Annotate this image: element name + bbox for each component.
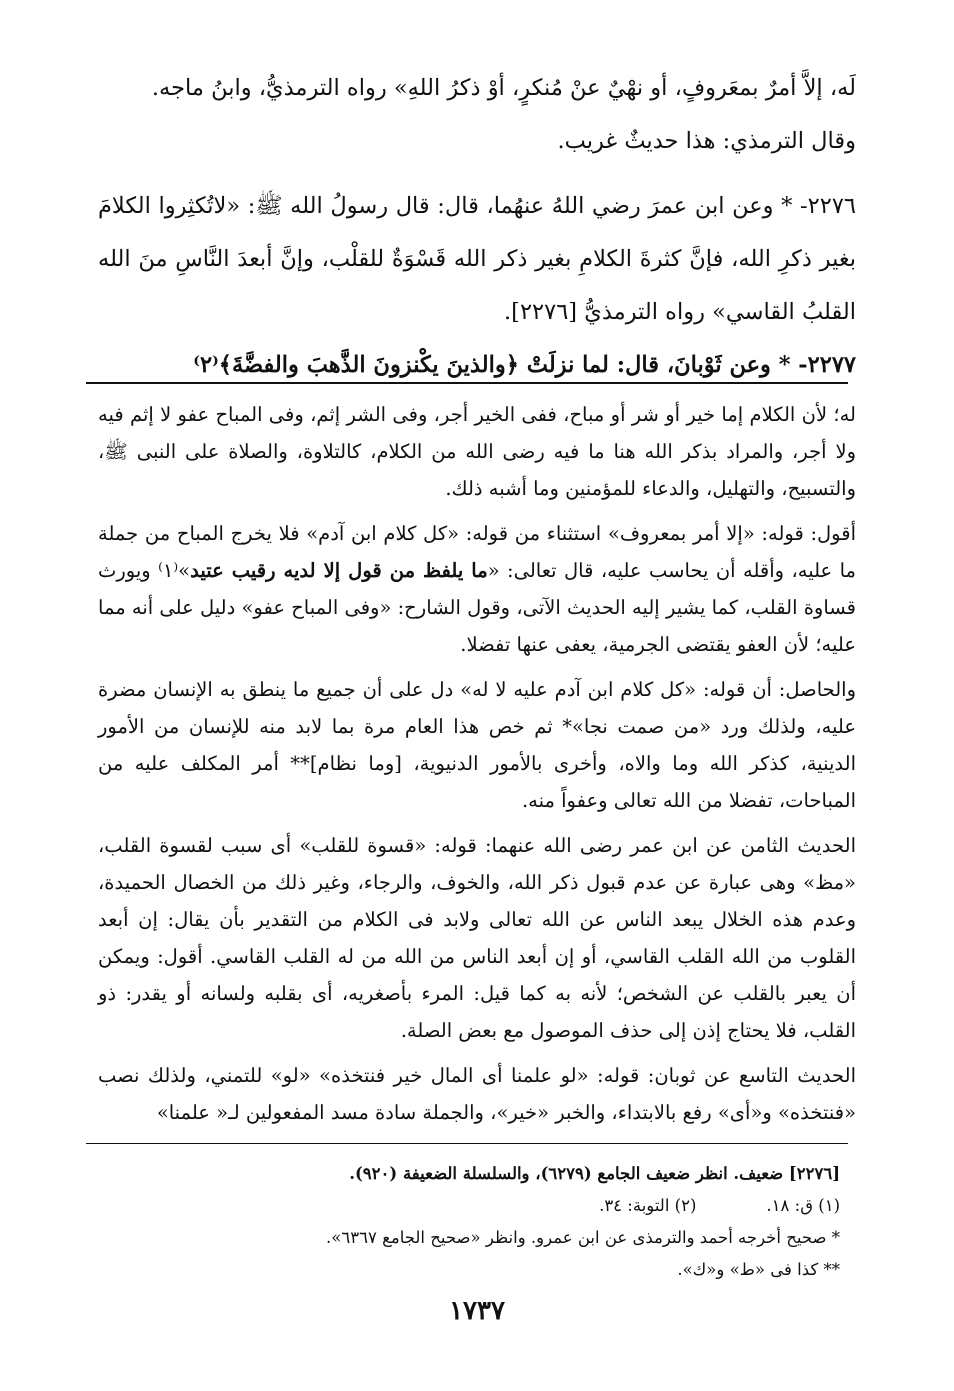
hadith-text	[98, 62, 856, 392]
footnote-grading: [٢٢٧٦] ضعيف. انظر ضعيف الجامع (٦٢٧٩)، والسلسلة الضعيفة (٩٢٠).	[349, 1164, 840, 1183]
page-number: ١٧٣٧	[449, 1296, 505, 1326]
commentary-paragraph: الحديث التاسع عن ثوبان: قوله: «لو علمنا أى المال خير فنتخذه» «لو» للتمني، ولذلك نصب «فنتخذه» و«أى» رفع بالابتداء، والخبر «خير»، والجملة سادة مسد المفعولين لـ« علمنا»	[98, 1064, 856, 1124]
tirmidhi-remark: وقال الترمذي: هذا حديثٌ غريب.	[557, 128, 856, 154]
footnote-double-star: ** كذا فى «ط» و«ك».	[677, 1260, 840, 1279]
footnotes	[100, 1158, 840, 1286]
footnote-2: (٢) التوبة: ٣٤.	[599, 1196, 697, 1215]
hadith-2276: ٢٢٧٦- * وعن ابن عمرَ رضي اللهُ عنهُما، قال: قال رسولُ الله ﷺ: «لاتُكثِروا الكلامَ بغير ذكرِ الله، فإنَّ كثرةَ الكلامِ بغير ذكر الله قَسْوَةٌ للقلْب، وإنَّ أبعدَ النَّاسِ منَ الله القلبُ القاسي» رواه الترمذيُّ [٢٢٧٦].	[98, 193, 856, 325]
hadith-2277-start: ٢٢٧٧- * وعن ثَوْبانَ، قال: لما نزلَتْ ﴿والذينَ يكْنزونَ الذَّهبَ والفضَّةَ﴾⁽٢⁾	[193, 352, 856, 378]
commentary-paragraph: والحاصل: أن قوله: «كل كلام ابن آدم عليه لا له» دل على أن جميع ما ينطق به الإنسان مضرة عليه، ولذلك ورد «من صمت نجا»* ثم خص هذا العام مرة بما لابد منه للإنسان من الأمور الدينية، كذكر الله وما والاه، وأخرى بالأمور الدنيوية، [وما نظام]** أمر المكلف عليه من المباحات، تفضلا من الله تعالى وعفواً منه.	[98, 678, 856, 812]
footnote-divider	[86, 1143, 848, 1144]
footnote-1: (١) ق: ١٨.	[766, 1196, 840, 1215]
commentary-text: أقول: قوله: «إلا أمر بمعروف» استثناء من قوله: «كل كلام ابن آدم» فلا يخرج المباح من جملة ما عليه، وأقله أن يحاسب عليه، قال تعالى: «	[98, 522, 856, 582]
commentary-section	[98, 396, 856, 1139]
footnote-references	[100, 1190, 840, 1222]
footnote-star: * صحيح أخرجه أحمد والترمذى عن ابن عمرو. وانظر «صحيح الجامع ٦٣٦٧».	[326, 1228, 840, 1247]
commentary-paragraph: له؛ لأن الكلام إما خير أو شر أو مباح، ففى الخير أجر، وفى الشر إثم، وفى المباح عفو لا إثم فيه ولا أجر، والمراد بذكر الله هنا ما فيه رضى الله من الكلام، كالتلاوة، والصلاة على النبى ﷺ، والتسبيح، والتهليل، والدعاء للمؤمنين وما أشبه ذلك.	[98, 403, 856, 500]
commentary-paragraph	[98, 515, 856, 663]
commentary-text: »⁽١⁾ ويورث قساوة القلب، كما يشير إليه الحديث الآتى، وقول الشارح: «وفى المباح عفو» دليل على أنه مما عليه؛ لأن العفو يقتضى الجرمية، يعفى عنها تفضلا.	[98, 559, 856, 656]
hadith-2275-ending: لَه، إلاَّ أمرٌ بمعَروفٍ، أو نهْيٌ عنْ مُنكرٍ، أوْ ذكرُ اللهِ» رواه الترمذيُّ، وابنُ ماجه.	[151, 75, 856, 101]
section-divider	[86, 382, 848, 384]
commentary-paragraph: الحديث الثامن عن ابن عمر رضى الله عنهما: قوله: «قسوة للقلب» أى سبب لقسوة القلب، «مظ» وهى عبارة عن عدم قبول ذكر الله، والخوف، والرجاء، وغير ذلك من الخصال الحميدة، وعدم هذه الخلال يبعد الناس عن الله تعالى ولابد فى الكلام من التقدير بأن يقال: إن أبعد القلوب من الله القلب القاسي، أو إن أبعد الناس من الله من له القلب القاسي. أقول: ويمكن أن يعبر بالقلب عن الشخص؛ لأنه به كما قيل: المرء بأصغريه، أى بقلبه ولسانه أو يقدر: ذو القلب، فلا يحتاج إذن إلى حذف الموصول مع بعض الصلة.	[98, 834, 856, 1042]
quran-verse: ما يلفظ من قول إلا لديه رقيب عتيد	[190, 559, 488, 582]
